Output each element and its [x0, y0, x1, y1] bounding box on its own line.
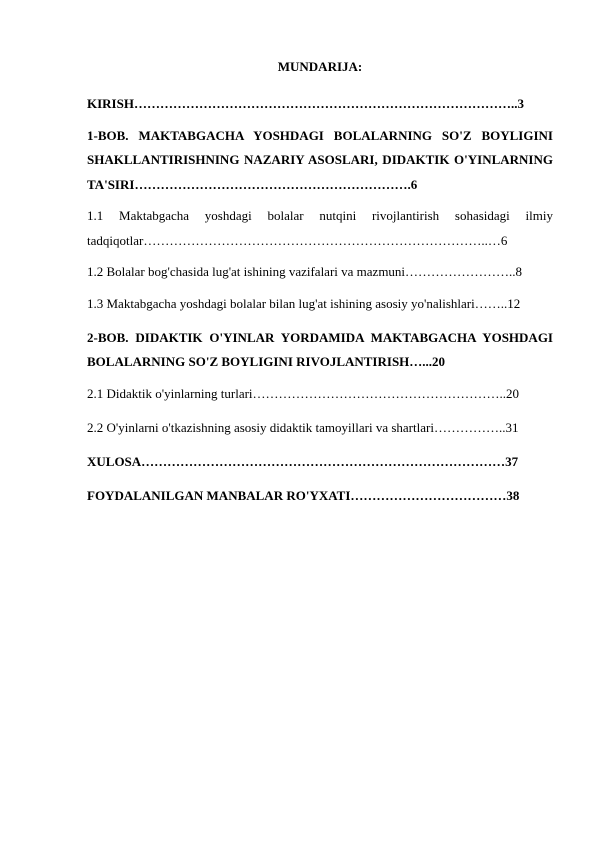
toc-entry-chapter-1: 1-BOB. MAKTABGACHA YOSHDAGI BOLALARNING SO'Z BOYLIGINI SHAKLLANTIRISHNING NAZARIY ASOSLARI, DIDAKTIK O'YINLARNING TA'SIRI……………………………………………………….6 — [87, 127, 553, 192]
toc-entry-1-1: 1.1 Maktabgacha yoshdagi bolalar nutqini rivojlantirish sohasidagi ilmiy tadqiqotlar……………………………………………………………………..…6 — [87, 208, 553, 248]
page-title: MUNDARIJA: — [277, 59, 363, 74]
toc-entry-chapter-2: 2-BOB. DIDAKTIK O'YINLAR YORDAMIDA MAKTABGACHA YOSHDAGI BOLALARNING SO'Z BOYLIGINI RIVOJLANTIRISH…...20 — [87, 329, 553, 369]
document-page — [87, 59, 553, 518]
toc-entry-xulosa: XULOSA…………………………………………………………………………37 — [87, 453, 519, 469]
toc-entry-2-1: 2.1 Didaktik o'yinlarning turlari…………………………………………………..20 — [87, 385, 520, 401]
toc-entry-kirish: KIRISH……………………………………………………………………………..3 — [87, 96, 524, 111]
toc-entry-1-3: 1.3 Maktabgacha yoshdagi bolalar bilan lug'at ishining asosiy yo'nalishlari……..12 — [87, 295, 521, 311]
toc-entry-2-2: 2.2 O'yinlarni o'tkazishning asosiy didaktik tamoyillari va shartlari……………..31 — [87, 419, 519, 435]
toc-entry-references: FOYDALANILGAN MANBALAR RO'YXATI………………………………38 — [87, 487, 520, 503]
toc-entry-1-2: 1.2 Bolalar bog'chasida lug'at ishining vazifalari va mazmuni……………………..8 — [87, 264, 523, 279]
